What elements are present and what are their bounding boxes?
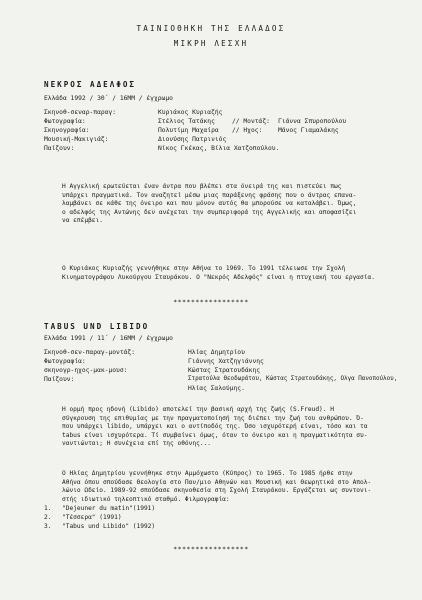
film2-credit-value: Ηλίας Σαλούμης. bbox=[188, 385, 245, 392]
text-line: Ο Κυριάκος Κυριαζής γεννήθηκε στην Αθήνα το 1969. Το 1991 τέλειωσε την Σχολή bbox=[62, 265, 346, 272]
film2-credit-value: Κώστας Στρατουδάκης bbox=[188, 367, 261, 374]
text-line: που υπάρχει libido, υπάρχει και ο αντίποδός της. Όσο ισχυρότερή είναι, τόσο και τα bbox=[62, 423, 368, 431]
film1-title: ΝΕΚΡΟΣ ΑΔΕΛΦΟΣ bbox=[44, 80, 137, 89]
film2-credit-value: Ηλίας Δημητρίου bbox=[188, 349, 245, 356]
film2-credit-label: Σκηνοθ-σεν-παραγ-μοντάζ: bbox=[44, 349, 135, 356]
film1-credit-label: Φωτογραφία: bbox=[44, 118, 86, 125]
film1-credit-value: Διονύσης Πατρινιός bbox=[158, 136, 227, 143]
film2-credit-label: Φωτογραφία: bbox=[44, 358, 86, 365]
list-item bbox=[44, 514, 155, 523]
film1-credit-value: Στέλιος Τατάκης bbox=[158, 118, 215, 125]
film2-credit-value: Στρατούλα Θεοδωράτου, Κώστας Στρατουδάκης, Ολγα Πανοπούλου, bbox=[188, 376, 398, 382]
text-line: να επέμβει. bbox=[62, 217, 103, 225]
list-item bbox=[44, 523, 155, 532]
club-title: ΜΙΚΡΗ ΛΕΣΧΗ bbox=[173, 39, 249, 48]
text-line: σύγκρουση της επιθυμίας με την πραγματοποίησή της διέπει την ζωή του ανθρώπου. Ό- bbox=[62, 414, 364, 422]
text-line: λώνιο Ωδείο. 1989-92 σπούδασε σκηνοθεσία στη Σχολή Σταυράκου. Εργάζεται ως συντονι- bbox=[62, 487, 372, 495]
film1-credit-value2: Γιάννα Σπυροπούλου bbox=[278, 118, 347, 125]
film2-credit-label: Παίζουν: bbox=[44, 376, 75, 383]
separator-stars: ***************** bbox=[173, 545, 249, 553]
archive-title: ΤΑΙΝΙΟΘΗΚΗ ΤΗΣ ΕΛΛΑΔΟΣ bbox=[136, 24, 286, 33]
list-number: 3. bbox=[44, 522, 52, 530]
list-text: "Tabus und Libido" (1992) bbox=[62, 522, 156, 530]
film1-credit-value: Νίκος Γκέκας, Βίλια Χατζοπούλου. bbox=[158, 145, 280, 152]
film2-bio bbox=[62, 470, 382, 504]
film1-bio bbox=[62, 265, 382, 282]
text-line: υπάρχει πραγματικά. Τον αναζητεί μέσω μιας παράξενης φράσης που ο άντρας επανα- bbox=[62, 191, 357, 199]
text-line: λαμβάνει σε κάθε της όνειρο και που μόνον αυτός θα μπορούσε να καταλάβει. Όμως, bbox=[62, 200, 357, 208]
film1-credit-label: Σκηνοθ-σεναρ-παραγ: bbox=[44, 109, 117, 116]
film1-credit-label2: // Μοντάζ: bbox=[232, 118, 270, 125]
list-number: 1. bbox=[44, 505, 52, 512]
film2-credit-label: σκηνογρ-ηχος-μακ-μουσ: bbox=[44, 367, 128, 374]
text-line: Η Αγγελική ερωτεύεται έναν άντρα που βλέπει στα όνειρά της και πιστεύει πως bbox=[62, 183, 342, 190]
film1-meta: Ελλάδα 1992 / 30΄ / 16ΜΜ / έγχρωμο bbox=[44, 95, 173, 102]
list-number: 2. bbox=[44, 513, 52, 521]
film1-credit-label: Παίζουν: bbox=[44, 145, 75, 152]
film2-synopsis bbox=[62, 406, 382, 449]
film1-credit-value2: Μάνος Γιαμαλάκης bbox=[278, 127, 339, 134]
film1-credit-value: Κυριάκος Κυριαζής bbox=[158, 109, 223, 116]
text-line: ναντιώνται; Η συνέχεια επί της οθόνης... bbox=[62, 440, 212, 448]
list-text: "Dejeuner du matin"(1991) bbox=[62, 505, 156, 512]
film1-synopsis bbox=[62, 183, 382, 226]
film1-credit-label: Μουσική-Μακιγιάζ: bbox=[44, 136, 109, 143]
text-line: στής ιδιωτικό τηλεοπτικό σταθμό. Φιλμογραφία: bbox=[62, 495, 230, 503]
filmography-list bbox=[44, 505, 155, 531]
list-text: "Τέσσερα" (1991) bbox=[62, 513, 122, 521]
film2-title: TABUS UND LIBIDO bbox=[44, 322, 150, 331]
film1-credit-label: Σκηνογραφία: bbox=[44, 127, 90, 134]
list-item bbox=[44, 505, 155, 514]
film2-meta: Ελλάδα 1991 / 11΄ / 16ΜΜ / έγχρωμο bbox=[44, 335, 173, 342]
film1-credit-value: Πολυτίμη Μαχαίρα bbox=[158, 127, 219, 134]
film2-credit-value: Γιάννης Χατζηγιάννης bbox=[188, 358, 264, 365]
text-line: tabus είναι ισχυρότερα. Τί συμβαίνει όμως, όταν το όνειρο και η πραγματικότητα συ- bbox=[62, 431, 368, 439]
separator-stars: ***************** bbox=[173, 298, 249, 306]
text-line: Ο Ηλίας Δημητρίου γεννήθηκε στην Αμμόχωστο (Κύπρος) το 1965. Το 1985 ήρθε στην bbox=[62, 470, 353, 477]
film1-credit-label2: // Ηχος: bbox=[232, 127, 263, 134]
text-line: Κινηματογράφου Λυκούργου Σταυράκου. Ο "Νεκρός Αδελφός" είναι η πτυχιακή του εργασία. bbox=[62, 273, 375, 281]
text-line: Αθήνα όπου σπούδασε Θεολογία στο Παν/μιο Αθηνών και Μουσική και Θεωρητικά στο Απολ- bbox=[62, 478, 372, 486]
text-line: Η ορμή προς ηδονή (Libido) αποτελεί την βασική αρχή της ζωής (S.Freud). Η bbox=[62, 406, 334, 413]
text-line: ο αδελφός της Αντώνης δεν ανέχεται την συμπεριφορά της Αγγελικής και αποφασίζει bbox=[62, 208, 357, 216]
